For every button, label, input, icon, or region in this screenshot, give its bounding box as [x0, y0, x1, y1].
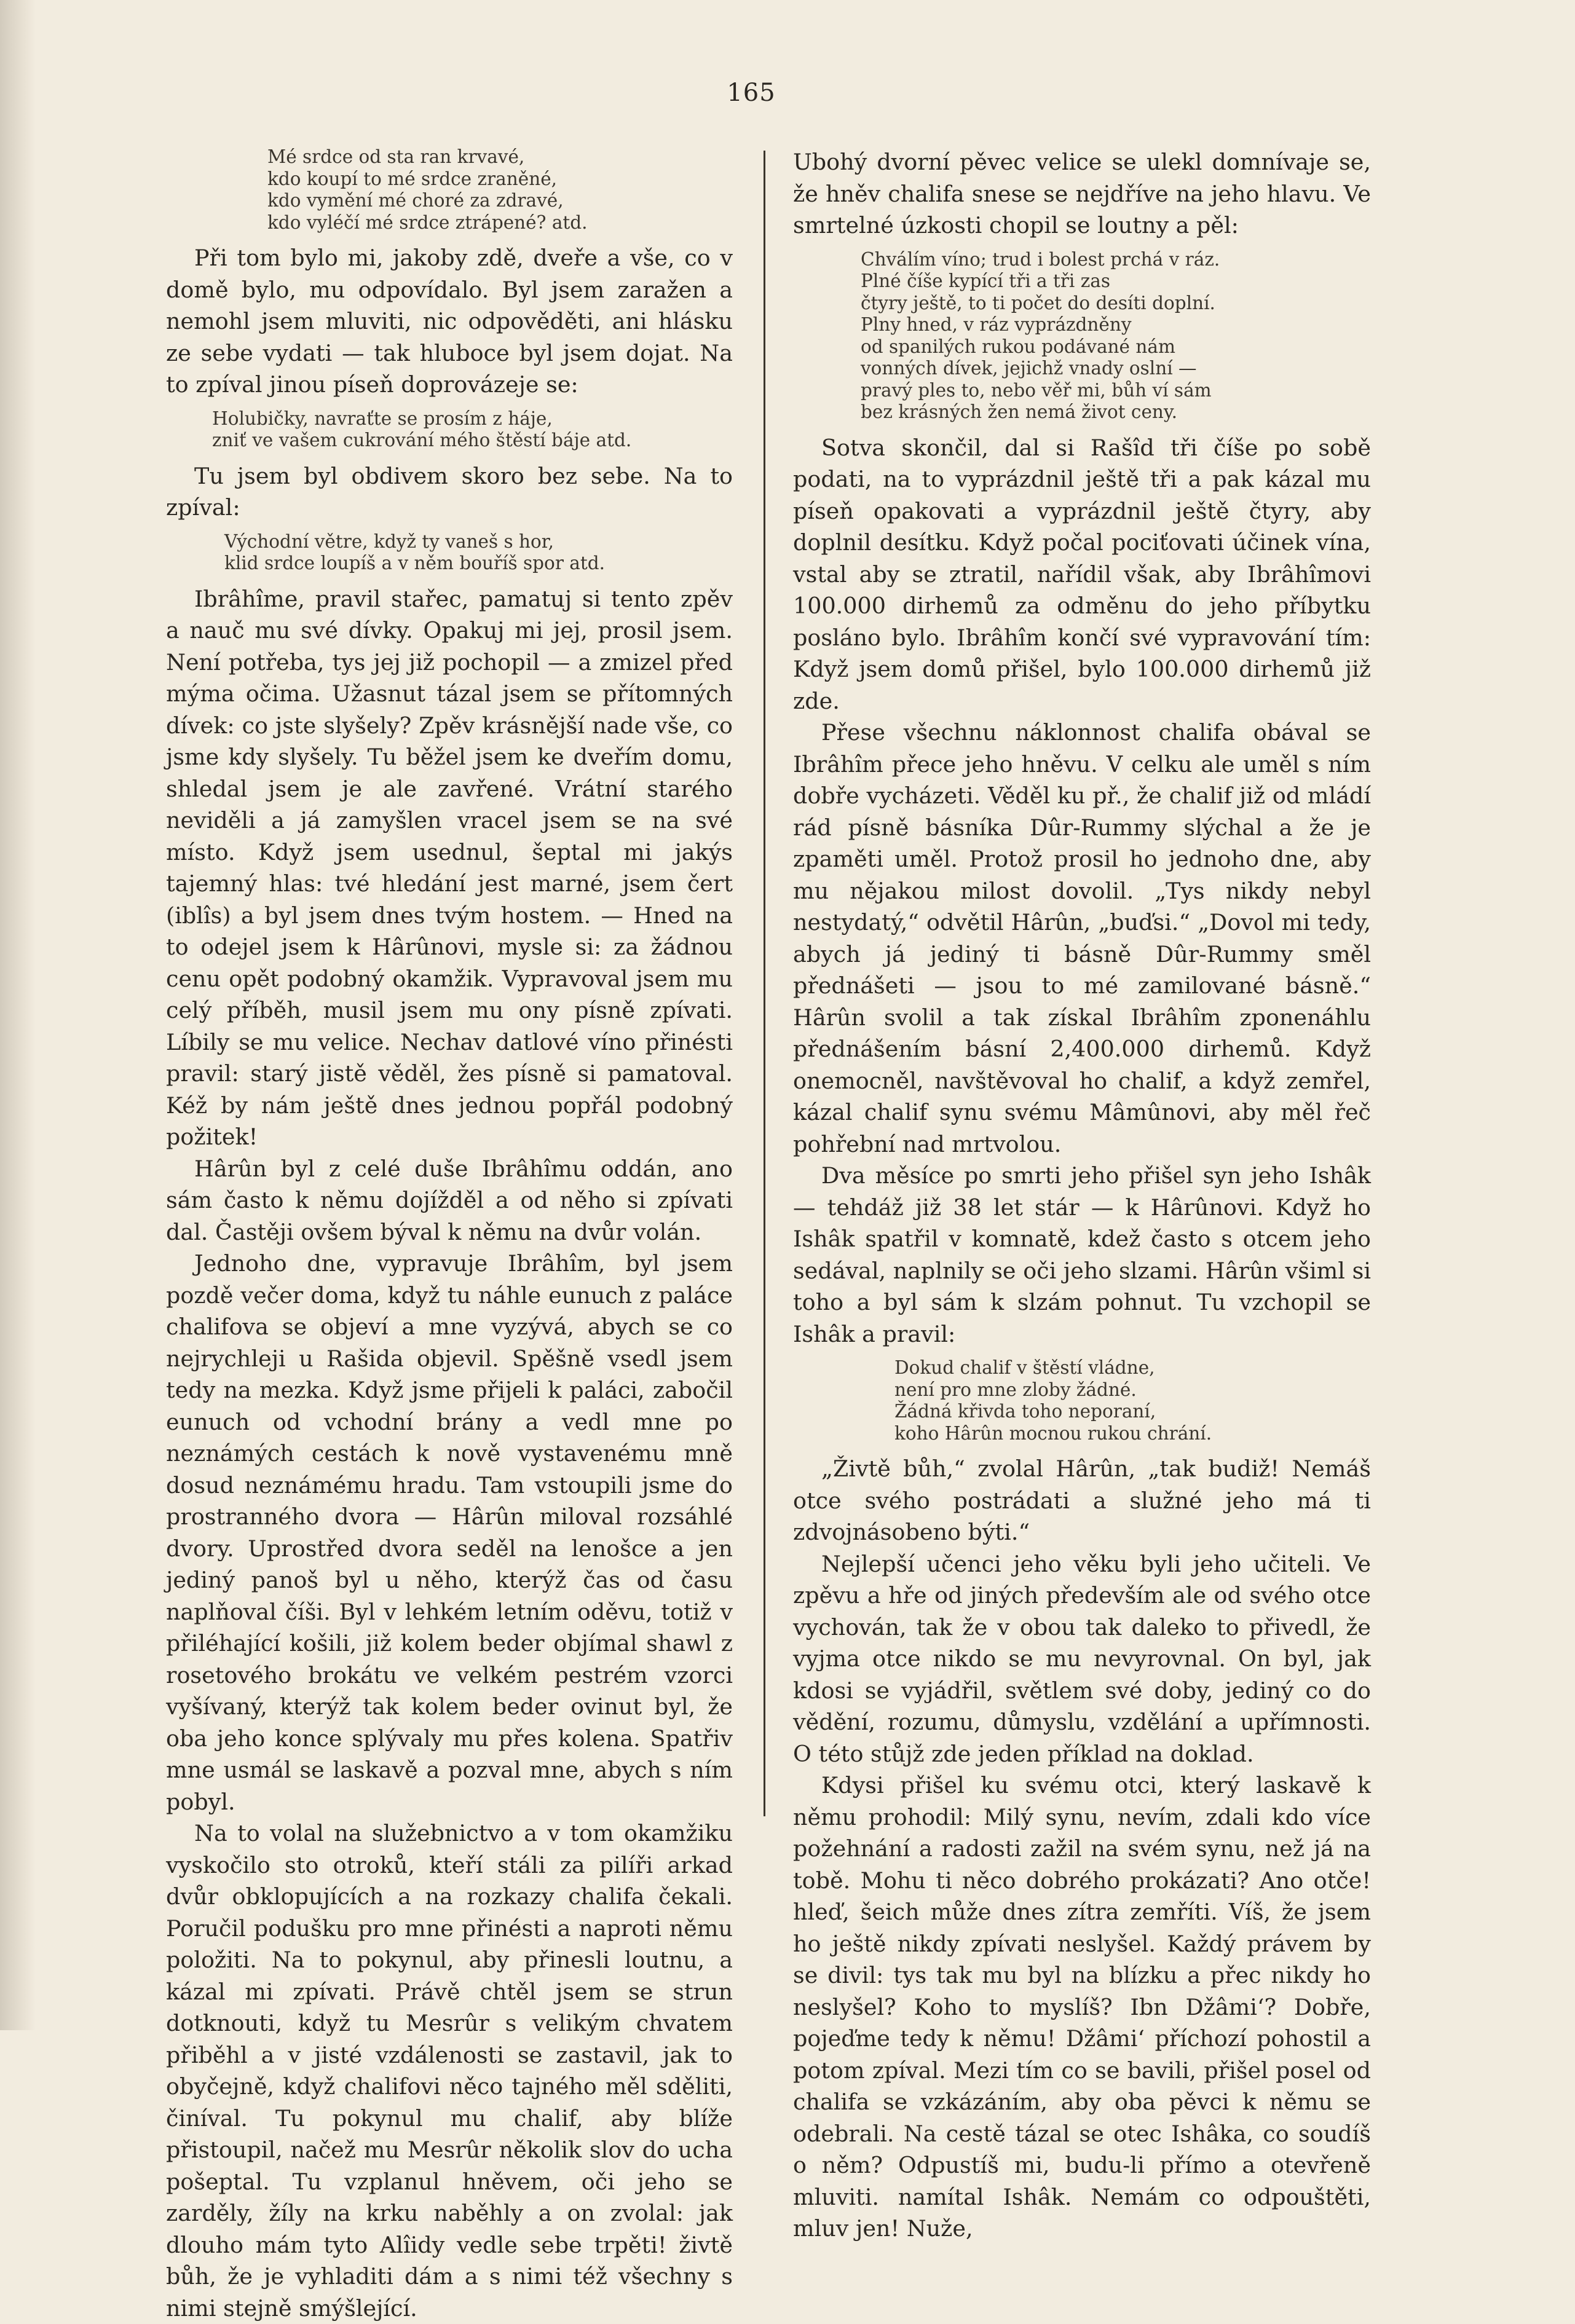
verse-line: Plné číše kypící tři a tři zas	[861, 270, 1111, 291]
verse-line: není pro mne zloby žádné.	[894, 1379, 1137, 1400]
paragraph: Ibrâhîme, pravil stařec, pamatuj si tento zpěv a nauč mu své dívky. Opakuj mi jej, prosil jsem. Není potřeba, tys jej již pochopil — a zmizel před mýma očima. Užasnut tázal jsem se přítomných dívek: co jste slyšely? Zpěv krásnější nade vše, co jsme kdy slyšely. Tu běžel jsem ke dveřím domu, shledal jsem je ale zavřené. Vrátní starého neviděli a já zamyšlen vracel jsem se na své místo. Když jsem usednul, šeptal mi jakýs tajemný hlas: tvé hledání jest marné, jsem čert (iblîs) a byl jsem dnes tvým hostem. — Hned na to odejel jsem k Hârûnovi, mysle si: za žádnou cenu opět podobný okamžik. Vypravoval jsem mu celý příběh, musil jsem mu ony písně zpívati. Líbily se mu velice. Nechav datlové víno přinésti pravil: starý jistě věděl, žes písně si pamatoval. Kéž by nám ještě dnes jednou popřál podobný požitek!	[166, 585, 733, 1150]
verse-stanza	[166, 146, 733, 234]
verse-line: klid srdce loupíš a v něm bouříš spor atd.	[224, 553, 605, 573]
verse-stanza	[166, 531, 733, 575]
verse-stanza	[166, 408, 733, 452]
paragraph: Sotva skončil, dal si Rašîd tři číše po sobě podati, na to vyprázdnil ještě tři a pak kázal mu píseň opakovati a vyprázdnil ještě čtyry, aby doplnil desítku. Když počal pociťovati účinek vína, vstal aby se ztratil, nařídil však, aby Ibrâhîmovi 100.000 dirhemů za odměnu do jeho příbytku posláno bylo. Ibrâhîm končí své vypravování tím: Když jsem domů přišel, bylo 100.000 dirhemů již zde.	[793, 434, 1371, 714]
verse-line: čtyry ještě, to ti počet do desíti doplní.	[861, 292, 1215, 313]
paragraph: Nejlepší učenci jeho věku byli jeho učiteli. Ve zpěvu a hře od jiných především ale od svého otce vychován, tak že v obou tak daleko to přivedl, že vyjma otce nikdo se mu nevyrovnal. On byl, jak kdosi se vyjádřil, světlem své doby, jediný co do vědění, rozumu, důmyslu, vzdělání a upřímnosti. O této stůjž zde jeden příklad na doklad.	[793, 1550, 1371, 1767]
paragraph: Kdysi přišel ku svému otci, který laskavě k němu prohodil: Milý synu, nevím, zdali kdo více požehnání a radosti zažil na svém synu, než já na tobě. Mohu ti něco dobrého prokázati? Ano otče! hleď, šeich může dnes zítra zemříti. Víš, že jsem ho ještě nikdy zpívati neslyšel. Každý právem by se divil: tys tak mu byl na blízku a přec nikdy ho neslyšel? Koho to myslíš? Ibn Džâmi‘? Dobře, pojeďme tedy k němu! Džâmi‘ příchozí pohostil a potom zpíval. Mezi tím co se bavili, přišel posel od chalifa se vzkázáním, aby oba pěvci k němu se odebrali. Na cestě tázal se otec Ishâka, co soudíš o něm? Odpustíš mi, budu-li přímo a otevřeně mluviti. namítal Ishâk. Nemám co odpouštěti, mluv jen! Nuže,	[793, 1772, 1371, 2242]
paragraph: Přese všechnu náklonnost chalifa obával se Ibrâhîm přece jeho hněvu. V celku ale uměl s ním dobře vycházeti. Věděl ku př., že chalif již od mládí rád písně básníka Dûr-Rummy slýchal a že je zpaměti uměl. Protož prosil ho jednoho dne, aby mu nějakou milost dovolil. „Tys nikdy nebyl nestydatý,“ odvětil Hârûn, „buďsi.“ „Dovol mi tedy, abych já jediný ti básně Dûr-Rummy směl přednášeti — jsou to mé zamilované básně.“ Hârûn svolil a tak získal Ibrâhîm zponenáhlu přednášením básní 2,400.000 dirhemů. Když onemocněl, navštěvoval ho chalif, a když zemřel, kázal chalif synu svému Mâmûnovi, aby měl řeč pohřební nad mrtvolou.	[793, 719, 1371, 1157]
verse-line: Holubičky, navraťte se prosím z háje,	[212, 408, 553, 429]
verse-line: zniť ve vašem cukrování mého štěstí báje atd.	[212, 430, 632, 451]
paragraph: Ubohý dvorní pěvec velice se ulekl domnívaje se, že hněv chalifa snese se nejdříve na jeho hlavu. Ve smrtelné úzkosti chopil se loutny a pěl:	[793, 149, 1371, 238]
verse-line: Žádná křivda toho neporaní,	[894, 1401, 1156, 1422]
right-column	[793, 146, 1371, 2245]
page-number: 165	[727, 79, 776, 107]
verse-line: Dokud chalif v štěstí vládne,	[894, 1357, 1155, 1378]
verse-line: kdo koupí to mé srdce zraněné,	[267, 168, 558, 189]
verse-line: vonných dívek, jejichž vnady oslní —	[861, 358, 1197, 379]
paragraph: „Živtě bůh,“ zvolal Hârûn, „tak budiž! Nemáš otce svého postrádati a služné jeho má ti zdvojnásobeno býti.“	[793, 1455, 1371, 1545]
verse-line: kdo vyléčí mé srdce ztrápené? atd.	[267, 211, 588, 233]
verse-line: od spanilých rukou podávané nám	[861, 336, 1175, 357]
paragraph: Na to volal na služebnictvo a v tom okamžiku vyskočilo sto otroků, kteří stáli za pilíři arkad dvůr obklopujících a na rozkazy chalifa čekali. Poručil podušku pro mne přinésti a naproti němu položiti. Na to pokynul, aby přinesli loutnu, a kázal mi zpívati. Právě chtěl jsem se strun dotknouti, když tu Mesrûr s velikým chvatem přiběhl a v jisté vzdálenosti se zastavil, jak to obyčejně, když chalifovi něco tajného měl sděliti, činíval. Tu pokynul mu chalif, aby blíže přistoupil, načež mu Mesrûr několik slov do ucha pošeptal. Tu vzplanul hněvem, oči jeho se zarděly, žíly na krku naběhly a on zvolal: jak dlouho mám tyto Alîidy vedle sebe trpěti! živtě bůh, že je vyhladiti dám a s nimi též všechny s nimi stejně smýšlející.	[166, 1820, 733, 2322]
paragraph: Jednoho dne, vypravuje Ibrâhîm, byl jsem pozdě večer doma, když tu náhle eunuch z paláce chalifova se objeví a mne vyzývá, abych se co nejrychleji u Rašida objevil. Spěšně vsedl jsem tedy na mezka. Když jsme přijeli k paláci, zabočil eunuch od vchodní brány a vedl mne po neznámých cestách k nově vystavenému mně dosud neznámému hradu. Tam vstoupili jsme do prostranného dvora — Hârûn miloval rozsáhlé dvory. Uprostřed dvora seděl na lenošce a jen jediný panoš byl u něho, kterýž čas od času naplňoval číši. Byl v lehkém letním oděvu, totiž v přiléhající košili, již kolem beder objímal shawl z rosetového brokátu ve velkém pestrém vzorci vyšívaný, kterýž tak kolem beder ovinut byl, že oba jeho konce splývaly mu přes kolena. Spatřiv mne usmál se laskavě a pozval mne, abych s ním pobyl.	[166, 1250, 733, 1815]
verse-stanza	[793, 249, 1371, 423]
paragraph: Dva měsíce po smrti jeho přišel syn jeho Ishâk — tehdáž již 38 let stár — k Hârûnovi. Když ho Ishâk spatřil v komnatě, kdež často s otcem jeho sedával, naplnily se oči jeho slzami. Hârûn všiml si toho a byl sám k slzám pohnut. Tu vzchopil se Ishâk a pravil:	[793, 1162, 1371, 1347]
verse-line: Chválím víno; trud i bolest prchá v ráz.	[861, 248, 1220, 270]
verse-line: Východní větre, když ty vaneš s hor,	[224, 530, 555, 552]
paragraph: Hârûn byl z celé duše Ibrâhîmu oddán, ano sám často k němu dojížděl a od něho si zpívati dal. Častěji ovšem býval k němu na dvůr volán.	[166, 1155, 733, 1245]
binding-shadow	[0, 0, 36, 2030]
verse-line: Plny hned, v ráz vyprázdněny	[861, 314, 1132, 335]
verse-line: Mé srdce od sta ran krvavé,	[267, 146, 525, 167]
verse-line: pravý ples to, nebo věř mi, bůh ví sám	[861, 379, 1212, 401]
verse-stanza	[793, 1357, 1371, 1444]
paragraph: Při tom bylo mi, jakoby zdě, dveře a vše, co v domě bylo, mu odpovídalo. Byl jsem zaražen a nemohl jsem mluviti, nic odpověděti, ani hlásku ze sebe vydati — tak hluboce byl jsem dojat. Na to zpíval jinou píseň doprovázeje se:	[166, 245, 733, 398]
verse-line: kdo vymění mé choré za zdravé,	[267, 190, 564, 211]
paragraph: Tu jsem byl obdivem skoro bez sebe. Na to zpíval:	[166, 462, 733, 521]
column-divider	[764, 151, 765, 1816]
verse-line: koho Hârûn mocnou rukou chrání.	[894, 1422, 1212, 1444]
left-column	[166, 146, 733, 2324]
verse-line: bez krásných žen nemá život ceny.	[861, 401, 1178, 422]
